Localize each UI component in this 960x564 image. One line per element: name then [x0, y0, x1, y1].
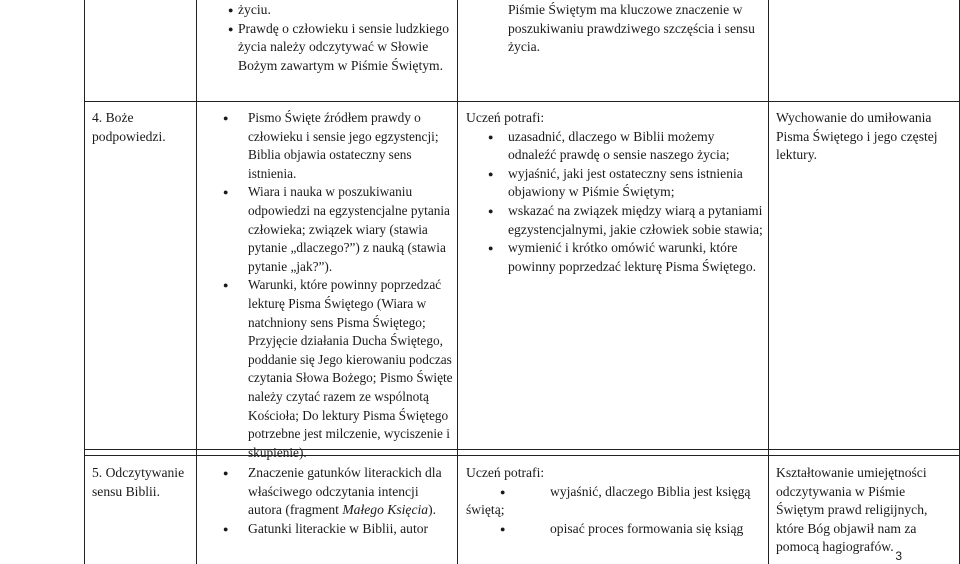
table-border-col3 [457, 0, 458, 564]
education-goal: Wychowanie do umiłowania Pisma Świętego i jego częstej lektury. [776, 110, 938, 163]
outcomes-intro: Uczeń potrafi: [466, 110, 545, 125]
list-item [222, 109, 454, 183]
list-item-text: Wiara i nauka w poszukiwaniu odpowiedzi na egzystencjalne pytania człowieka; związek wiary (stawia pytanie „dlaczego?”) z nauką (stawia pytanie „jak?”). [248, 184, 450, 274]
list-item [466, 239, 764, 276]
outcome-text: Piśmie Świętym ma kluczowe znaczenie w poszukiwaniu prawdziwego szczęścia i sensu życia. [508, 2, 755, 55]
list-item [222, 520, 454, 539]
row5-outcomes [466, 464, 764, 538]
list-item-text: wyjaśnić, dlaczego Biblia jest księgą [550, 483, 751, 499]
list-item [466, 520, 764, 539]
list-item-text: uzasadnić, dlaczego w Biblii możemy odnaleźć prawdę o sensie naszego życia; [508, 128, 730, 163]
row5-label [92, 464, 194, 501]
list-item-text: życiu. [238, 2, 271, 17]
list-item [466, 165, 764, 202]
list-item-text-end: ). [428, 502, 436, 518]
list-item [466, 483, 764, 520]
list-item-text: opisać proces formowania się ksiąg [550, 520, 744, 536]
page-number: 3 [895, 549, 902, 563]
list-item-text: wyjaśnić, jaki jest ostateczny sens istnienia objawiony w Piśmie Świętym; [508, 165, 743, 200]
list-item [206, 20, 456, 76]
row4-label [92, 109, 192, 146]
list-item-text: Prawdę o człowieku i sensie ludzkiego życia należy odczytywać w Słowie Bożym zawartym w Piśmie Świętym. [238, 20, 450, 73]
list-item [466, 128, 764, 165]
list-item [222, 276, 454, 462]
row4-content [222, 109, 454, 462]
row5-content [222, 464, 454, 538]
list-item [222, 464, 454, 520]
table-row-border-1 [84, 101, 960, 102]
list-item [466, 202, 764, 239]
list-item-text-continued: świętą; [466, 502, 505, 518]
outcomes-intro: Uczeń potrafi: [466, 465, 545, 480]
list-item-text: Pismo Święte źródłem prawdy o człowieku i sensie jego egzystencji; Biblia objawia ostateczny sens istnienia. [248, 110, 439, 181]
table-row-border-3 [84, 455, 960, 456]
lesson-title: 5. Odczytywanie sensu Biblii. [92, 465, 185, 499]
row4-education [776, 109, 956, 165]
list-item-text: Warunki, które powinny poprzedzać lekturę Pisma Świętego (Wiara w natchniony sens Pisma Świętego; Przyjęcie działania Ducha Świętego, poddanie się Jego kierowaniu podczas czytania Słowa Bożego; Pismo Święte należy czytać razem ze wspólnotą Kościoła; Do lektury Pisma Świętego potrzebne jest milczenie, wyciszenie i skupienie). [248, 277, 453, 460]
table-row-border-2 [84, 449, 960, 450]
list-item-text: wymienić i krótko omówić warunki, które powinny poprzedzać lekturę Pisma Świętego. [508, 240, 757, 274]
table-border-col2 [196, 0, 197, 564]
list-item-text: Znaczenie gatunków literackich dla właściwego odczytania intencji autora (fragment [248, 465, 442, 518]
education-goal: Kształtowanie umiejętności odczytywania w Piśmie Świętym prawd religijnych, które Bóg objawił nam za pomocą hagiografów. [776, 465, 928, 555]
list-item [206, 1, 456, 20]
list-item-text: Gatunki literackie w Biblii, autor [248, 520, 429, 536]
lesson-title: 4. Boże podpowiedzi. [92, 110, 166, 144]
list-item-text: wskazać na związek między wiarą a pytaniami egzystencjalnymi, jakie człowiek sobie stawia; [508, 202, 763, 237]
top-content-cell [206, 1, 456, 75]
table-border-left [84, 0, 85, 564]
table-border-col4 [768, 0, 769, 564]
list-item [222, 183, 454, 276]
book-title: Małego Księcia [342, 502, 429, 518]
row4-outcomes [466, 109, 764, 276]
top-outcomes-cell [508, 1, 763, 57]
row5-education [776, 464, 956, 557]
